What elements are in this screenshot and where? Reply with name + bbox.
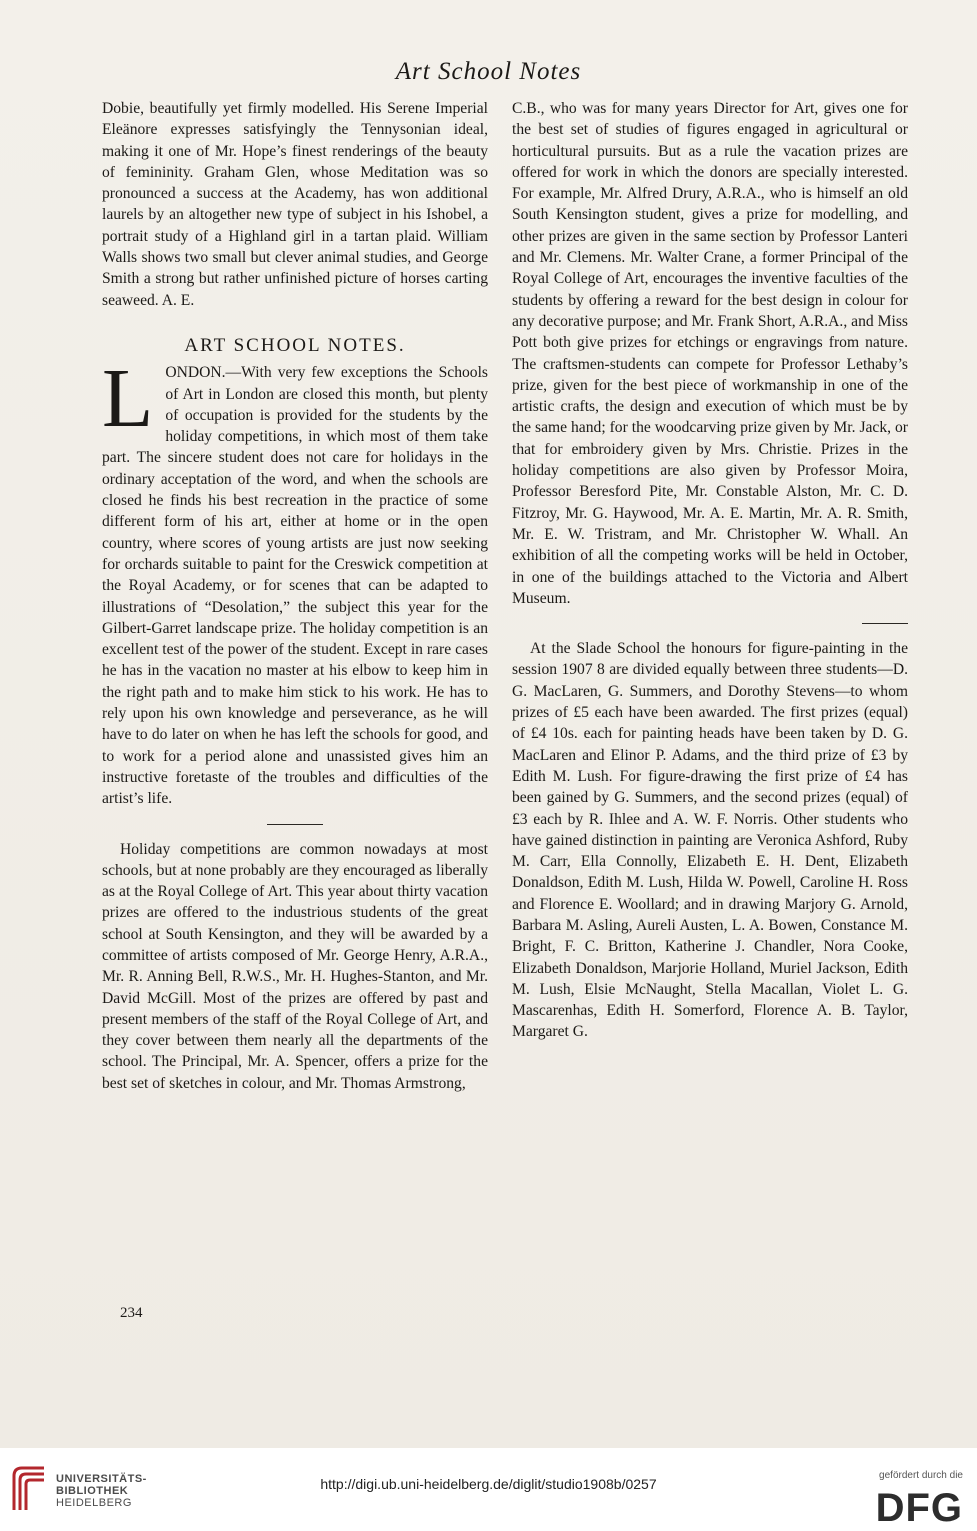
drop-cap: L [102, 352, 154, 446]
library-name-line: HEIDELBERG [56, 1497, 132, 1509]
paragraph-with-drop-cap [102, 352, 488, 809]
source-url-link[interactable]: http://digi.ub.uni-heidelberg.de/diglit/studio1908b/0257 [320, 1476, 657, 1492]
library-name-line: BIBLIOTHEK [56, 1485, 129, 1497]
funded-by-label: gefördert durch die [879, 1470, 963, 1481]
page-number: 234 [120, 1305, 143, 1321]
digitization-footer [0, 1448, 977, 1531]
section-rule [862, 623, 908, 624]
section-heading: ART SCHOOL NOTES. [184, 334, 406, 356]
paragraph: Holiday competitions are common nowadays at most schools, but at none probably are they encouraged as liberally as at the Royal College of Art. This year about thirty vacation prizes are offered to the industrious students of the great school at South Kensington, and they will be awarded by a committee of artists composed of Mr. George Henry, A.R.A., Mr. R. Anning Bell, R.W.S., Mr. H. Hughes-Stanton, and Mr. David McGill. Most of the prizes are offered by past and present members of the staff of the Royal College of Art, and they cover between them nearly all the departments of the school. The Principal, Mr. A. Spencer, offers a prize for the best set of sketches in colour, and Mr. Thomas Armstrong, [102, 840, 488, 1092]
paragraph: At the Slade School the honours for figure-painting in the session 1907 8 are divided equally between three students—D. G. MacLaren, G. Summers, and Dorothy Stevens—to whom prizes of £5 each have been awarded. The first prizes (equal) of £4 10s. each for painting heads have been taken by D. G. MacLaren and Elinor P. Adams, and the third prize of £3 by Edith M. Lush. For figure-drawing the first prize of £4 has been gained by G. Summers, and the second prizes (equal) of £3 each by R. Ihlee and A. W. F. Norris. Other students who have gained distinction in painting are Veronica Ashford, Ruby M. Carr, Ella Connolly, Elizabeth E. H. Dent, Elizabeth Donaldson, Edith M. Lush, Hilda W. Powell, Caroline H. Ross and Florence E. Woollard; and in drawing Marjory G. Arnold, Barbara M. Asling, Aureli Austen, L. A. Bowen, Constance M. Bright, F. C. Britton, Katherine J. Chandler, Nora Cooke, Elizabeth Donaldson, Marjorie Holland, Muriel Jackson, Edith M. Lush, Elsie McNaught, Stella Macallan, Violet L. G. Mascarenhas, Edith H. Somerford, Florence A. B. Taylor, Margaret G. [512, 640, 908, 1041]
paragraph: Dobie, beautifully yet firmly modelled. His Serene Imperial Eleänore expresses satisfyingly the Tennysonian ideal, making it one of Mr. Hope’s finest renderings of the beauty of femininity. Graham Glen, whose Meditation was so pronounced a success at the Academy, has won additional laurels by an altogether new type of subject in his Ishobel, a portrait study of a Highland girl in a tartan plaid. William Walls shows two small but clever animal studies, and George Smith a strong but rather unfinished picture of horses carting seaweed. A. E. [102, 100, 488, 309]
left-column [102, 98, 488, 1094]
right-column [512, 98, 908, 1043]
paragraph-text: ONDON.—With very few exceptions the Schools of Art in London are closed this month, but plenty of occupation is provided for the students by the holiday competitions, in which most of them take part. The sincere student does not care for holidays in the ordinary acceptation of the word, and when the schools are closed he finds his best recreation in the practice of some different form of his art, either at home or in the open country, where scores of young artists are just now seeking for orchards suitable to paint for the Creswick competition at the Royal Academy, or for scenes that can be adapted to illustrations of “Desolation,” the subject this year for the Gilbert-Garret landscape prize. The holiday competition is an excellent test of the power of the student. Except in rare cases he has in the vacation no master at his elbow to keep him in the right path and to make him stick to his work. He has to rely upon his own knowledge and perseverance, as he will have to do later on when he has left the schools for good, and to work for a period alone and unassisted gives him an instructive foretaste of the troubles and difficulties of the artist’s life. [102, 364, 488, 808]
dfg-logo: DFG [875, 1486, 963, 1530]
library-name-line: UNIVERSITÄTS- [56, 1473, 147, 1485]
paragraph: C.B., who was for many years Director for Art, gives one for the best set of studies of figures engaged in agricultural or horticultural pursuits. But as a rule the vacation prizes are offered for work in which the donors are specially interested. For example, Mr. Alfred Drury, A.R.A., who is himself an old South Kensington student, gives a prize for modelling, and other prizes are given in the same section by Professor Lanteri and Mr. Clemens. Mr. Walter Crane, a former Principal of the Royal College of Art, encourages the inventive faculties of the students by offering a reward for the best design in colour for any decorative purpose; and Mr. Frank Short, A.R.A., and Miss Pott both give prizes for etchings or engravings from nature. The craftsmen-students can compete for Professor Lethaby’s prize, given for the best piece of workmanship in one of the artistic crafts, the design and execution of which must be by the same hand; for the woodcarving prize given by Mr. Jack, or that for embroidery given by Mrs. Christie. Prizes in the holiday competitions are also given by Professor Moira, Professor Beresford Pite, Mr. Constable Alston, Mr. C. D. Fitzroy, Mr. G. Haywood, Mr. A. E. Martin, Mr. A. R. Smith, Mr. E. W. Tristram, and Mr. Christopher W. Whall. An exhibition of all the competing works will be held in October, in one of the buildings attached to the Victoria and Albert Museum. [512, 100, 908, 607]
section-rule [267, 824, 323, 825]
running-head: Art School Notes [395, 58, 582, 85]
